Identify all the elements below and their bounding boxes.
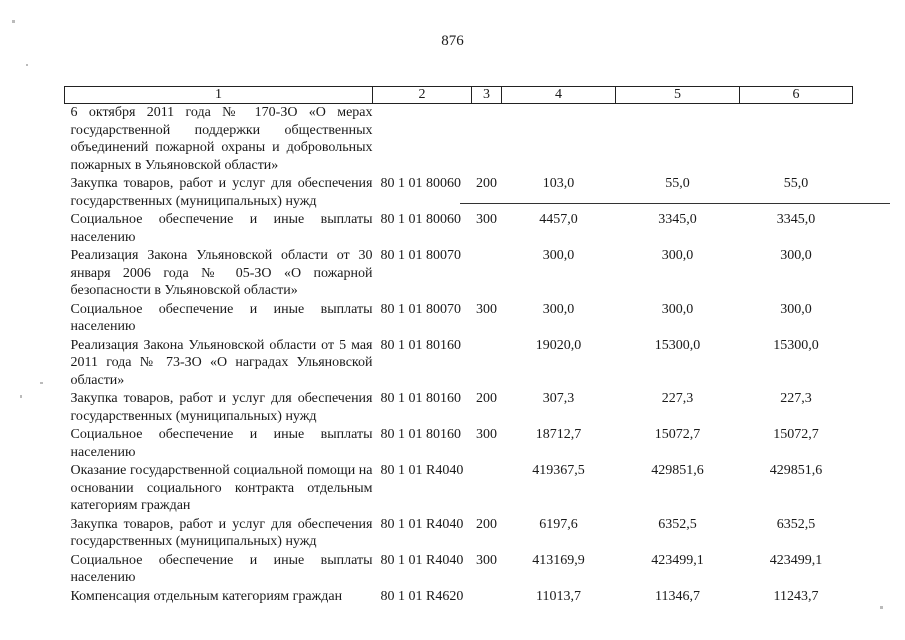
table-row	[65, 337, 853, 391]
row-value-4: 413169,9	[532, 552, 585, 568]
row-code: 80 1 01 80160	[380, 337, 461, 353]
scan-speck	[26, 64, 28, 66]
row-value-5: 6352,5	[658, 516, 697, 532]
row-value-5: 423499,1	[651, 552, 704, 568]
column-header-2: 2	[373, 87, 472, 104]
row-value-6: 300,0	[780, 301, 812, 317]
row-value-5: 300,0	[661, 248, 694, 263]
table-row	[65, 516, 853, 552]
row-name: Социальное обеспечение и иные выплаты населению	[70, 427, 373, 460]
row-value-4: 300,0	[542, 301, 575, 317]
row-type: 300	[476, 427, 497, 442]
row-value-4: 307,3	[542, 391, 575, 406]
row-code: 80 1 01 80160	[380, 391, 461, 406]
row-name: Социальное обеспечение и иные выплаты населению	[70, 552, 373, 585]
row-type	[472, 588, 502, 607]
row-code: 80 1 01 R4620	[380, 588, 464, 604]
row-value-5: 11346,7	[655, 588, 700, 604]
row-value-4: 6197,6	[539, 516, 578, 532]
budget-table	[64, 86, 853, 606]
row-value-5: 55,0	[665, 176, 690, 191]
row-type: 300	[476, 301, 497, 317]
row-name: Социальное обеспечение и иные выплаты населению	[70, 301, 373, 334]
row-value-4	[502, 104, 616, 176]
table-row	[65, 588, 853, 607]
row-name: Реализация Закона Ульяновской области от 30 января 2006 года № 05-ЗО «О пожарной безопасности в Ульяновской области»	[70, 248, 373, 298]
row-value-6: 300,0	[780, 248, 812, 263]
row-type: 200	[476, 391, 497, 406]
row-value-6: 423499,1	[769, 552, 823, 568]
scan-speck	[40, 382, 43, 384]
row-value-5: 3345,0	[658, 212, 697, 227]
row-type	[472, 104, 502, 176]
row-code: 80 1 01 80070	[380, 301, 461, 317]
row-value-4: 18712,7	[535, 427, 582, 442]
scan-speck	[12, 20, 15, 23]
row-value-5	[616, 104, 740, 176]
row-value-5: 15072,7	[654, 427, 701, 442]
row-name: Социальное обеспечение и иные выплаты населению	[70, 212, 373, 245]
row-value-5: 300,0	[661, 301, 694, 317]
table-row	[65, 211, 853, 247]
row-type: 300	[476, 552, 497, 568]
table-row	[65, 552, 853, 588]
row-value-4: 4457,0	[539, 212, 578, 227]
row-code: 80 1 01 80060	[380, 176, 461, 191]
table-row	[65, 247, 853, 301]
row-value-4: 19020,0	[535, 337, 582, 353]
table-row	[65, 462, 853, 516]
table-row	[65, 104, 853, 176]
row-value-6: 11243,7	[773, 588, 819, 604]
row-value-4: 300,0	[542, 248, 575, 263]
row-code: 80 1 01 R4040	[380, 516, 464, 532]
row-value-4: 103,0	[542, 176, 575, 191]
row-value-4: 419367,5	[532, 463, 585, 478]
scan-rule-line	[460, 203, 890, 204]
row-value-5: 429851,6	[651, 463, 704, 478]
row-code: 80 1 01 80060	[380, 212, 461, 227]
table-row	[65, 301, 853, 337]
table-row	[65, 175, 853, 211]
row-name: Оказание государственной социальной помощи на основании социального контракта отдельным категориям граждан	[70, 463, 373, 513]
table-row	[65, 426, 853, 462]
row-type	[472, 247, 502, 301]
row-value-5: 227,3	[661, 391, 694, 406]
column-header-6: 6	[740, 87, 853, 104]
row-name: Реализация Закона Ульяновской области от 5 мая 2011 года № 73-ЗО «О наградах Ульяновской области»	[70, 337, 373, 388]
row-name: Закупка товаров, работ и услуг для обеспечения государственных (муниципальных) нужд	[70, 176, 373, 209]
column-header-5: 5	[616, 87, 740, 104]
row-code: 80 1 01 R4040	[380, 552, 464, 568]
row-type: 200	[476, 516, 497, 532]
row-name: Компенсация отдельным категориям граждан	[70, 588, 343, 604]
row-type	[472, 462, 502, 516]
row-code	[373, 104, 472, 176]
row-value-6: 429851,6	[769, 463, 823, 478]
row-type: 200	[476, 176, 497, 191]
row-code: 80 1 01 R4040	[380, 463, 464, 478]
table-row	[65, 390, 853, 426]
row-value-6: 3345,0	[776, 212, 816, 227]
row-value-6: 15300,0	[773, 337, 819, 353]
row-name: 6 октября 2011 года № 170-ЗО «О мерах государственной поддержки общественных объединений пожарной охраны и добровольных пожарных в Ульяновской области»	[70, 105, 373, 173]
row-value-6: 227,3	[780, 391, 812, 406]
column-header-4: 4	[502, 87, 616, 104]
scan-speck	[880, 606, 883, 609]
row-value-6: 6352,5	[776, 516, 816, 532]
row-code: 80 1 01 80160	[380, 427, 461, 442]
row-value-6: 15072,7	[773, 427, 819, 442]
row-name: Закупка товаров, работ и услуг для обеспечения государственных (муниципальных) нужд	[70, 516, 373, 549]
row-value-6	[740, 104, 853, 176]
row-value-4: 11013,7	[536, 588, 581, 604]
row-value-5: 15300,0	[654, 337, 701, 353]
scan-speck	[20, 395, 22, 398]
column-header-3: 3	[472, 87, 502, 104]
row-type	[472, 337, 502, 391]
row-type: 300	[476, 212, 497, 227]
column-header-1: 1	[65, 87, 373, 104]
row-code: 80 1 01 80070	[380, 248, 461, 263]
page-number: 876	[441, 33, 464, 49]
row-value-6: 55,0	[783, 176, 809, 191]
table-header-row	[65, 87, 853, 104]
row-name: Закупка товаров, работ и услуг для обеспечения государственных (муниципальных) нужд	[70, 391, 373, 424]
